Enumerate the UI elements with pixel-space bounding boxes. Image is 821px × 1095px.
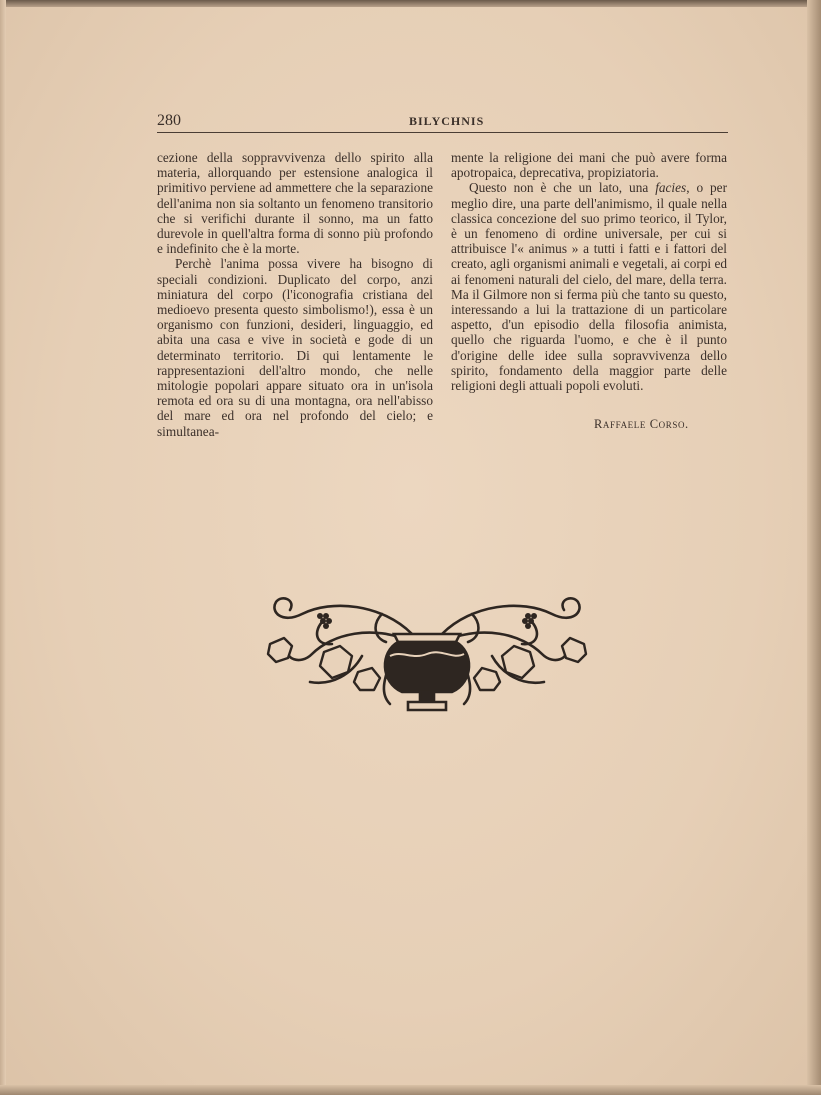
page-top-edge bbox=[0, 0, 821, 7]
page-left-edge bbox=[0, 0, 6, 1095]
right-column bbox=[451, 150, 727, 393]
italic-term-facies: facies bbox=[655, 180, 687, 196]
left-paragraph-2: Perchè l'anima possa vivere ha bisogno di speciali condizioni. Duplicato del corpo, anzi miniatura del corpo (l'iconografia cristiana del medioevo presenta questo simbolismo!), essa è un organismo con funzioni, desideri, linguaggio, ed abita una casa e vive in società e gode di un determinato territorio. Di qui lentamente le rappresentazioni dell'altro mondo, che nelle mitologie popolari appare situato ora in un'isola remota ed ora su di una montagna, ora nell'abisso del mare ed ora nel profondo del cielo; e simultanea- bbox=[157, 256, 433, 439]
right-paragraph-2 bbox=[451, 180, 727, 393]
vase-with-grapevines-icon bbox=[262, 594, 592, 716]
page-header bbox=[157, 112, 727, 132]
page-bottom-edge bbox=[0, 1085, 821, 1095]
right-paragraph-2-text-b: , o per meglio dire, una parte dell'animismo, il quale nella classica concezione del suo primo teorico, il Tylor, è un fenomeno di ordine universale, per cui si attribuisce l'« animus » a tutti i fatti e i fattori del creato, agli organismi animali e vegetali, ai corpi ed ai fenomeni naturali del cielo, del mare, della terra. Ma il Gilmore non si ferma più che tanto su questo, interessando a lui la trattazione di un particolare aspetto, d'un episodio della filosofia animista, quello che riguarda l'uomo, e che è il punto d'origine delle idee sulla sopravvivenza dello spirito, fondamento della maggior parte delle religioni degli attuali popoli evoluti. bbox=[451, 180, 727, 394]
author-signature: Raffaele Corso. bbox=[594, 417, 689, 431]
right-paragraph-1: mente la religione dei mani che può avere forma apotropaica, deprecativa, propiziatoria. bbox=[451, 150, 727, 181]
page-number: 280 bbox=[157, 112, 181, 129]
right-paragraph-2-text-a: Questo non è che un lato, una bbox=[469, 180, 656, 196]
running-title: BILYCHNIS bbox=[409, 114, 485, 128]
left-column bbox=[157, 150, 433, 439]
page-right-edge bbox=[807, 0, 821, 1095]
left-paragraph-1: cezione della soppravvivenza dello spirito alla materia, allorquando per estensione analogica il primitivo perviene ad ammettere che la separazione dell'anima non sia soltanto un fenomeno transitorio che si verifichi durante il sonno, ma un fatto durevole in quell'altra forma di sonno più profondo e indefinito che è la morte. bbox=[157, 150, 433, 257]
header-rule bbox=[157, 132, 728, 133]
